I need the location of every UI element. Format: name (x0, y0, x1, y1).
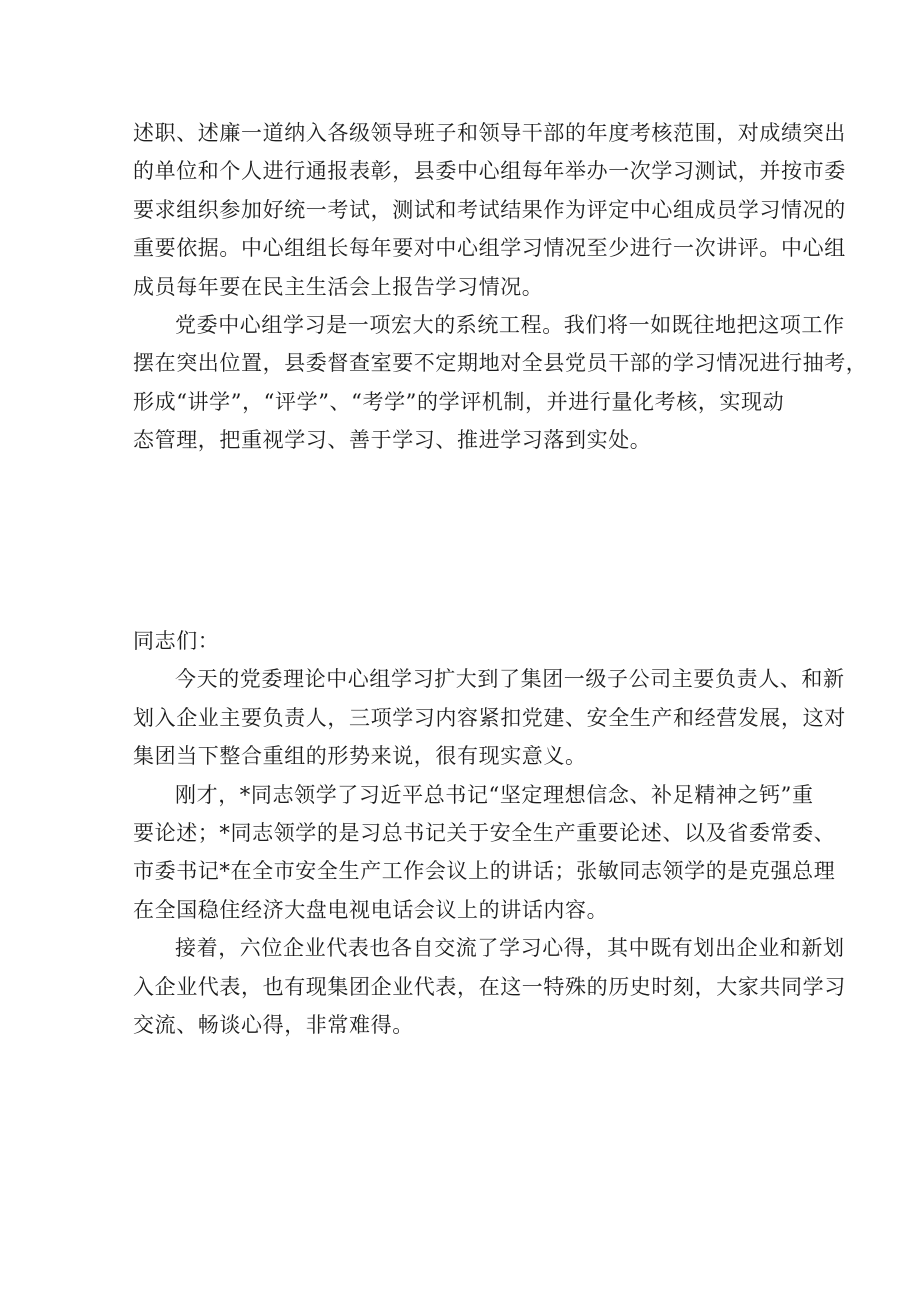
text-line: 党委中心组学习是一项宏大的系统工程。我们将一如既往地把这项工作 (175, 313, 845, 338)
text-line: 要求组织参加好统一考试，测试和考试结果作为评定中心组成员学习情况的 (133, 197, 846, 222)
text-line: 态管理，把重视学习、善于学习、推进学习落到实处。 (133, 428, 652, 453)
text-line: 的单位和个人进行通报表彰，县委中心组每年举办一次学习测试，并按市委 (133, 159, 846, 184)
text-line: 市委书记*在全市安全生产工作会议上的讲话；张敏同志领学的是克强总理 (133, 859, 836, 884)
text-line: 重要依据。中心组组长每年要对中心组学习情况至少进行一次讲评。中心组 (133, 236, 846, 261)
text-line: 集团当下整合重组的形势来说，很有现实意义。 (133, 744, 587, 769)
salutation (133, 622, 798, 660)
paragraph-study-scope (133, 660, 846, 775)
paragraph-assessment (133, 114, 846, 306)
text-line: 成员每年要在民主生活会上报告学习情况。 (133, 274, 544, 299)
text-line: 交流、畅谈心得，非常难得。 (133, 1013, 414, 1038)
text-line: 刚才，*同志领学了习近平总书记“坚定理想信念、补足精神之钙”重 (175, 782, 814, 807)
paragraph-study-content (133, 776, 836, 930)
text-line: 要论述；*同志领学的是习总书记关于安全生产重要论述、以及省委常委、 (133, 821, 836, 846)
text-line: 摆在突出位置，县委督查室要不定期地对全县党员干部的学习情况进行抽考， (133, 351, 868, 376)
text-line: 述职、述廉一道纳入各级领导班子和领导干部的年度考核范围，对成绩突出 (133, 121, 846, 145)
text-line: 划入企业主要负责人，三项学习内容紧扣党建、安全生产和经营发展，这对 (133, 705, 846, 730)
paragraph-exchange (133, 929, 846, 1044)
text-line: 形成“讲学”，“评学”、“考学”的学评机制，并进行量化考核，实现动 (133, 389, 785, 414)
document-section-evaluation (133, 114, 868, 460)
document-section-speech (133, 622, 846, 1044)
text-line: 在全国稳住经济大盘电视电话会议上的讲话内容。 (133, 897, 609, 922)
text-line: 今天的党委理论中心组学习扩大到了集团一级子公司主要负责人、和新 (175, 667, 845, 692)
salutation-text: 同志们： (133, 629, 220, 653)
text-line: 接着，六位企业代表也各自交流了学习心得，其中既有划出企业和新划 (175, 936, 845, 961)
text-line: 入企业代表，也有现集团企业代表，在这一特殊的历史时刻，大家共同学习 (133, 974, 846, 999)
paragraph-system-engineering (133, 306, 868, 460)
